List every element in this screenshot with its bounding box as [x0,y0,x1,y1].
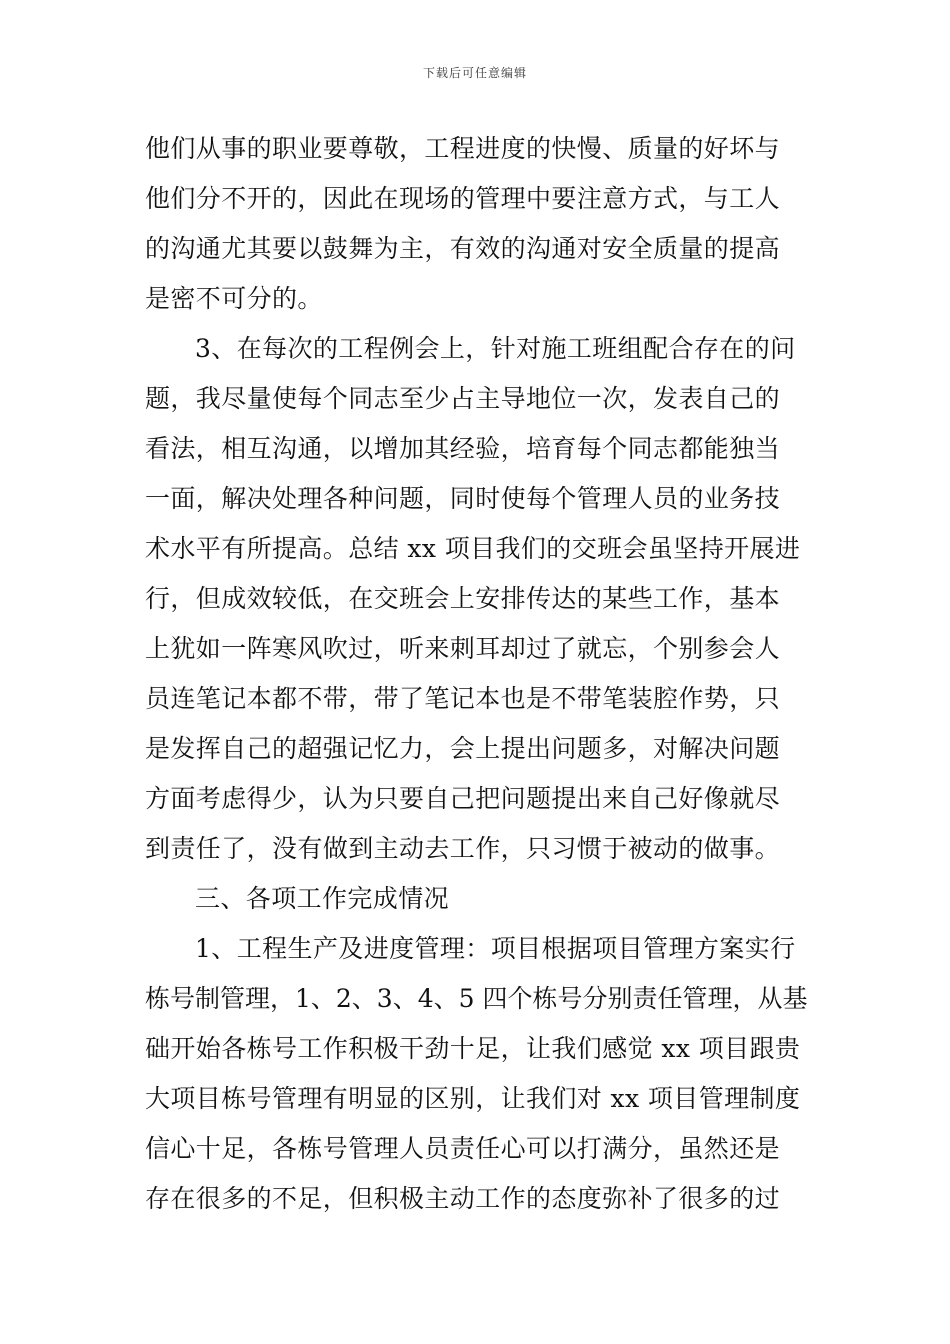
text-line: 一面，解决处理各种问题，同时使每个管理人员的业务技 [145,484,781,513]
text-line: 上犹如一阵寒风吹过，听来刺耳却过了就忘，个别参会人 [145,634,781,663]
text-line: 是密不可分的。 [145,284,323,313]
text-line: 行，但成效较低，在交班会上安排传达的某些工作，基本 [145,584,781,613]
page-header: 下载后可任意编辑 [422,66,527,80]
text-line: 的沟通尤其要以鼓舞为主，有效的沟通对安全质量的提高 [145,234,781,263]
text-line: 存在很多的不足，但积极主动工作的态度弥补了很多的过 [145,1184,781,1213]
text-line: 员连笔记本都不带，带了笔记本也是不带笔装腔作势，只 [145,684,781,713]
text-line: 础开始各栋号工作积极干劲十足，让我们感觉 xx 项目跟贵 [145,1034,801,1063]
section-heading: 三、各项工作完成情况 [195,884,450,913]
text-line: 是发挥自己的超强记忆力，会上提出问题多，对解决问题 [145,734,781,763]
text-line: 方面考虑得少，认为只要自己把问题提出来自己好像就尽 [145,784,781,813]
text-line: 他们从事的职业要尊敬，工程进度的快慢、质量的好坏与 [145,134,781,163]
text-line: 术水平有所提高。总结 xx 项目我们的交班会虽坚持开展进 [145,534,801,563]
text-line: 栋号制管理，1、2、3、4、5 四个栋号分别责任管理，从基 [145,984,808,1013]
text-line: 信心十足，各栋号管理人员责任心可以打满分，虽然还是 [145,1134,781,1163]
text-line: 大项目栋号管理有明显的区别，让我们对 xx 项目管理制度 [145,1084,801,1113]
text-line: 他们分不开的，因此在现场的管理中要注意方式，与工人 [145,184,781,213]
text-line: 题，我尽量使每个同志至少占主导地位一次，发表自己的 [145,384,781,413]
text-line: 3、在每次的工程例会上，针对施工班组配合存在的问 [195,334,796,363]
text-line: 到责任了，没有做到主动去工作，只习惯于被动的做事。 [145,834,781,863]
text-line: 看法，相互沟通，以增加其经验，培育每个同志都能独当 [145,434,781,463]
text-line: 1、工程生产及进度管理：项目根据项目管理方案实行 [195,934,796,963]
